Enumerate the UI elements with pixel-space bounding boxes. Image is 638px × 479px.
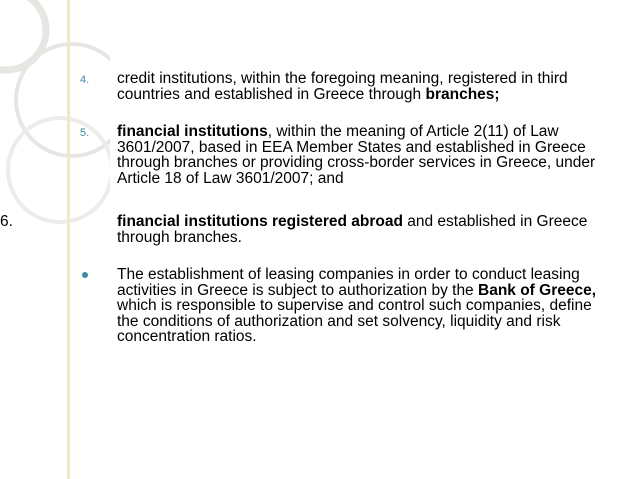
item-bold-text: financial institutions (117, 123, 268, 140)
slide-body (0, 70, 610, 366)
item-bold-text: branches; (425, 85, 500, 103)
item-text: credit institutions, within the foregoing meaning, registered in third countries and established in Greece through (117, 70, 568, 103)
item-number: 6. (0, 213, 13, 230)
item-text: and established in Greece through branches. (117, 213, 588, 246)
item-number: 5. (80, 127, 90, 139)
bullet-icon (82, 272, 88, 278)
item-text: , within the meaning of Article 2(11) of Law 3601/2007, based in EEA Member States and established in Greece through branches or providing cross-border services in Greece, under Article 18 of Law 3601/2007; and (117, 123, 596, 187)
list-item-6 (0, 214, 610, 245)
item-number: 4. (80, 74, 90, 86)
bullet-item (80, 267, 610, 345)
list-item-4 (80, 71, 610, 102)
item-text-after: which is responsible to supervise and control such companies, define the conditions of authorization and set solvency, liquidity and risk concentration ratios. (117, 297, 592, 345)
item-text-before: The establishment of leasing companies in order to conduct leasing activities in Greece is subject to authorization by the (117, 266, 580, 299)
list-item-5 (80, 124, 610, 186)
item-bold-text: Bank of Greece, (478, 281, 597, 299)
item-bold-text: financial institutions registered abroad (117, 213, 403, 230)
